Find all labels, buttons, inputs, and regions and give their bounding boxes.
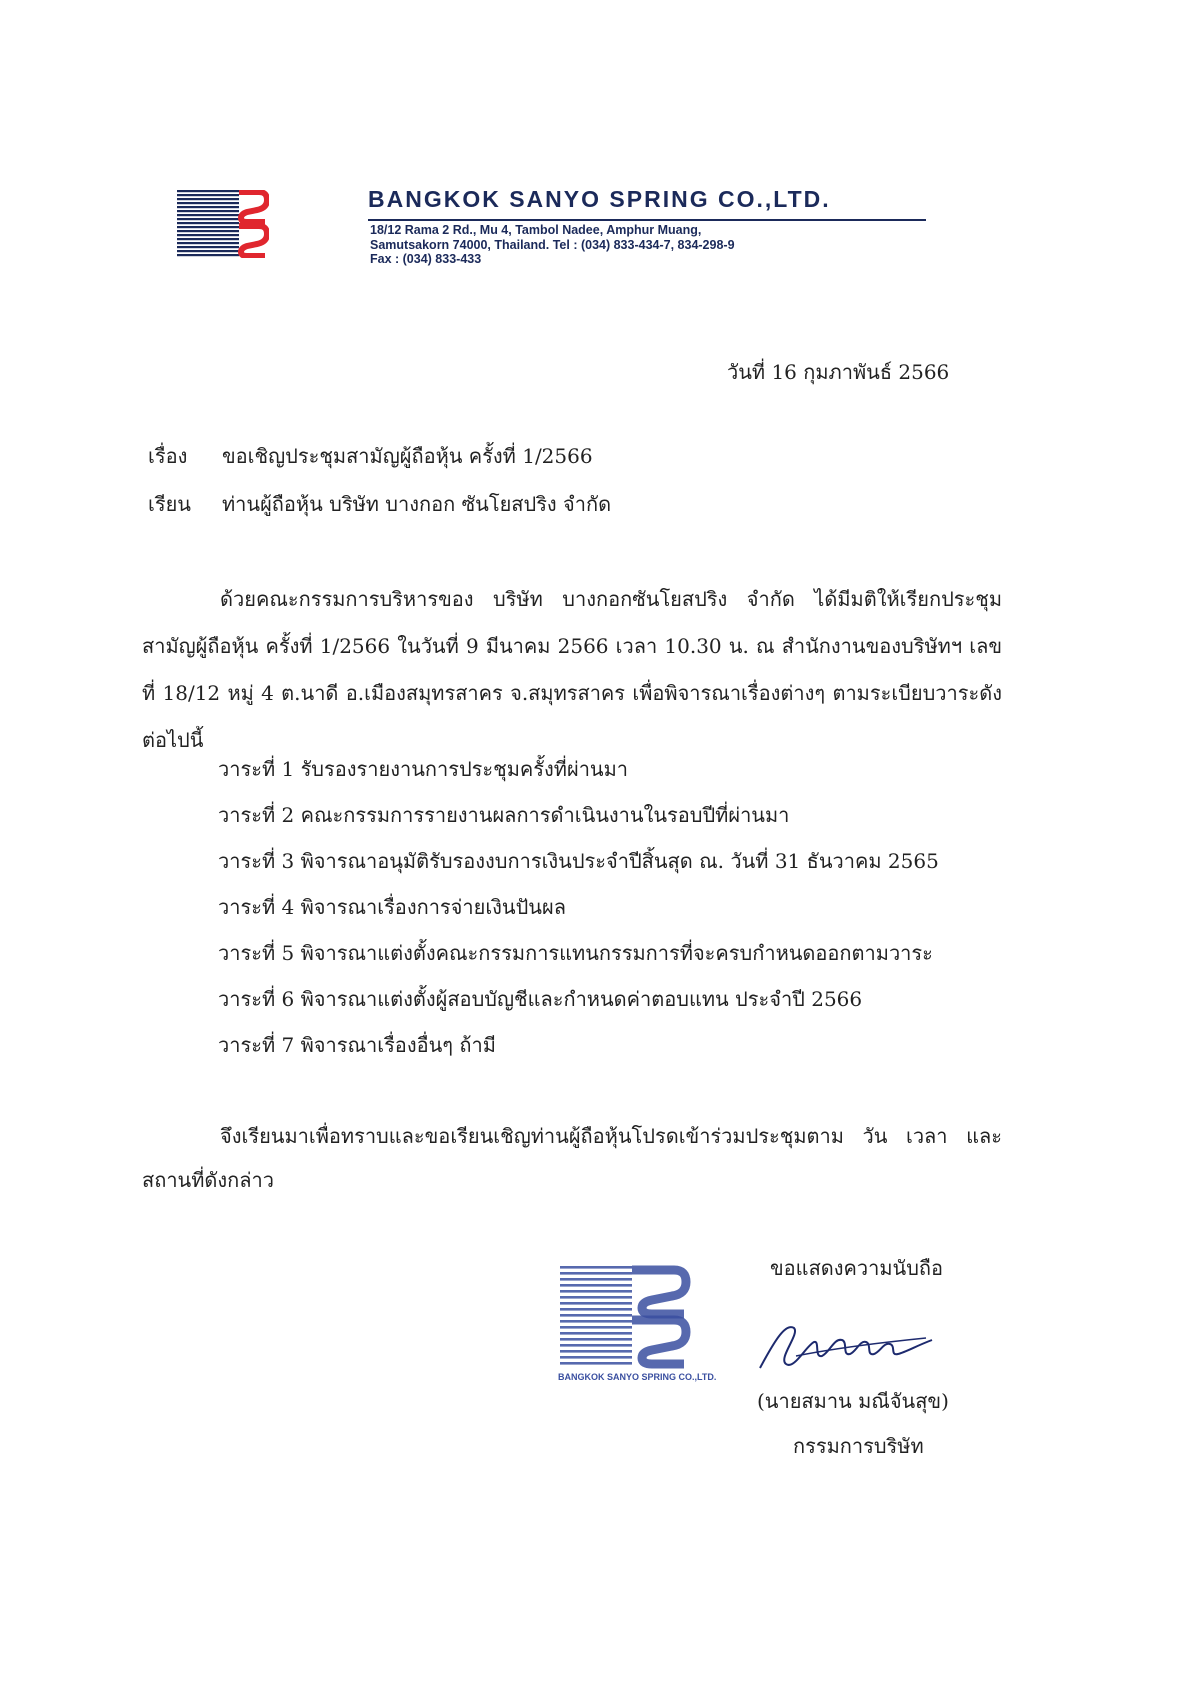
- agenda-item: วาระที่ 1 รับรองรายงานการประชุมครั้งที่ผ่านมา: [218, 757, 629, 781]
- recipient-label: เรียน: [148, 492, 191, 516]
- company-name: BANGKOK SANYO SPRING CO.,LTD.: [368, 186, 831, 212]
- letter-date: วันที่ 16 กุมภาพันธ์ 2566: [727, 360, 950, 384]
- closing-salutation: ขอแสดงความนับถือ: [770, 1256, 944, 1280]
- company-address-line: Samutsakorn 74000, Thailand. Tel : (034) 833-434-7, 834-298-9: [370, 238, 735, 252]
- company-address-line: 18/12 Rama 2 Rd., Mu 4, Tambol Nadee, Amphur Muang,: [370, 223, 702, 237]
- agenda-item: วาระที่ 5 พิจารณาแต่งตั้งคณะกรรมการแทนกรรมการที่จะครบกำหนดออกตามวาระ: [218, 941, 933, 965]
- agenda-item: วาระที่ 3 พิจารณาอนุมัติรับรองงบการเงินประจำปีสิ้นสุด ณ. วันที่ 31 ธันวาคม 2565: [218, 849, 939, 873]
- signer-position: กรรมการบริษัท: [793, 1434, 924, 1458]
- agenda-list: [218, 746, 939, 1068]
- company-stamp: [556, 1260, 696, 1380]
- closing-paragraph: จึงเรียนมาเพื่อทราบและขอเรียนเชิญท่านผู้ถือหุ้นโปรดเข้าร่วมประชุมตาม วัน เวลา และสถานที่ดังกล่าว: [142, 1124, 1002, 1192]
- agenda-item: วาระที่ 2 คณะกรรมการรายงานผลการดำเนินงานในรอบปีที่ผ่านมา: [218, 803, 790, 827]
- agenda-item: วาระที่ 4 พิจารณาเรื่องการจ่ายเงินปันผล: [218, 895, 566, 919]
- company-fax: Fax : (034) 833-433: [370, 252, 482, 266]
- body-paragraph: ด้วยคณะกรรมการบริหารของ บริษัท บางกอกซันโยสปริง จำกัด ได้มีมติให้เรียกประชุมสามัญผู้ถือหุ้น ครั้งที่ 1/2566 ในวันที่ 9 มีนาคม 2566 เวลา 10.30 น. ณ สำนักงานของบริษัทฯ เลขที่ 18/12 หมู่ 4 ต.นาดี อ.เมืองสมุทรสาคร จ.สมุทรสาคร เพื่อพิจารณาเรื่องต่างๆ ตามระเบียบวาระดังต่อไปนี้: [142, 587, 1002, 752]
- company-logo: [177, 190, 269, 258]
- subject-label: เรื่อง: [148, 444, 188, 468]
- subject-text: ขอเชิญประชุมสามัญผู้ถือหุ้น ครั้งที่ 1/2566: [222, 444, 593, 468]
- letterhead-divider: [368, 219, 926, 221]
- agenda-item: วาระที่ 7 พิจารณาเรื่องอื่นๆ ถ้ามี: [218, 1033, 496, 1057]
- handwritten-signature: [756, 1318, 936, 1378]
- recipient-text: ท่านผู้ถือหุ้น บริษัท บางกอก ซันโยสปริง จำกัด: [222, 492, 612, 516]
- agenda-item: วาระที่ 6 พิจารณาแต่งตั้งผู้สอบบัญชีและกำหนดค่าตอบแทน ประจำปี 2566: [218, 987, 863, 1011]
- stamp-label: BANGKOK SANYO SPRING CO.,LTD.: [558, 1372, 717, 1382]
- signer-name: (นายสมาน มณีจันสุข): [757, 1389, 949, 1413]
